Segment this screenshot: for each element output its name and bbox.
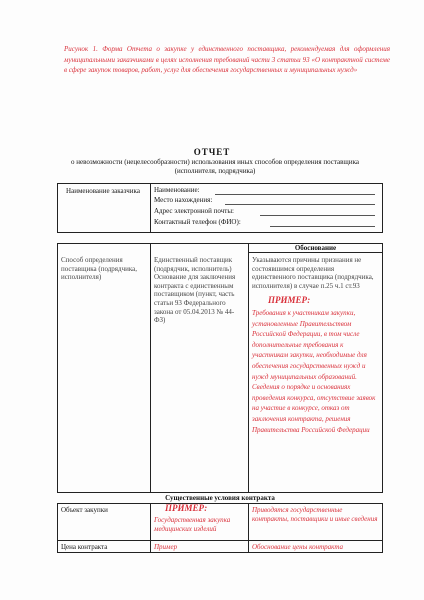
method-right-body: Требования к участникам закупки, установленные Правительством Российской Федерации, в том числе дополнительные требования к участникам закупки, необходимые для обеспечения государственных нужд и нужд муниципальных образований. Сведения о порядке и основаниях проведения конкурса, отсутствие заявок на участие в конкурсе, отказ от заключения контракта, решения Правительства Российской Федерации	[252, 309, 376, 434]
justification-header: Обоснование	[294, 244, 337, 252]
price-middle: Пример	[154, 543, 178, 551]
object-label: Объект закупки	[61, 506, 108, 514]
customer-line-phone: Контактный телефон (ФИО):	[154, 218, 241, 226]
object-example-stamp: ПРИМЕР:	[165, 503, 208, 513]
report-subtitle: о невозможности (нецелесообразности) использования иных способов определения поставщика (исполнителя, подрядчика)	[71, 158, 359, 175]
method-label: Способ определения поставщика (подрядчика, исполнителя)	[61, 256, 138, 282]
method-example-stamp: ПРИМЕР:	[268, 295, 311, 305]
object-middle: Государственная закупка медицинских изделий	[154, 516, 231, 533]
price-right: Обоснование цены контракта	[252, 543, 343, 551]
object-right: Приводятся государственные контракты, поставщики и иные сведения	[252, 506, 378, 523]
report-title: ОТЧЕТ	[193, 147, 231, 157]
customer-line-email: Адрес электронной почты:	[154, 207, 234, 215]
customer-line-location: Место нахождения:	[154, 196, 213, 204]
method-middle: Единственный поставщик (подрядчик, исполнитель) Основание для заключения контракта с единственным поставщиком (пункт, часть статьи 93 Федерального закона от 05.04.2013 № 44-ФЗ)	[154, 256, 236, 325]
customer-line-name: Наименование:	[154, 186, 200, 194]
essential-header: Существенные условия контракта	[165, 494, 275, 502]
price-label: Цена контракта	[61, 543, 108, 551]
customer-header: Наименование заказчика	[66, 187, 140, 195]
intro-note: Рисунок 1. Форма Отчета о закупке у единственного поставщика, рекомендуемая для оформления муниципальными заказчиками в целях исполнения требований части 3 статьи 93 «О контрактной системе в сфере закупок товаров, работ, услуг для обеспечения государственных и муниципальных нужд»	[64, 45, 390, 74]
method-right-intro: Указываются причины признания не состоявшимся определения единственного поставщика (подрядчика, исполнителя) в случае п.25 ч.1 ст.93	[252, 256, 374, 290]
